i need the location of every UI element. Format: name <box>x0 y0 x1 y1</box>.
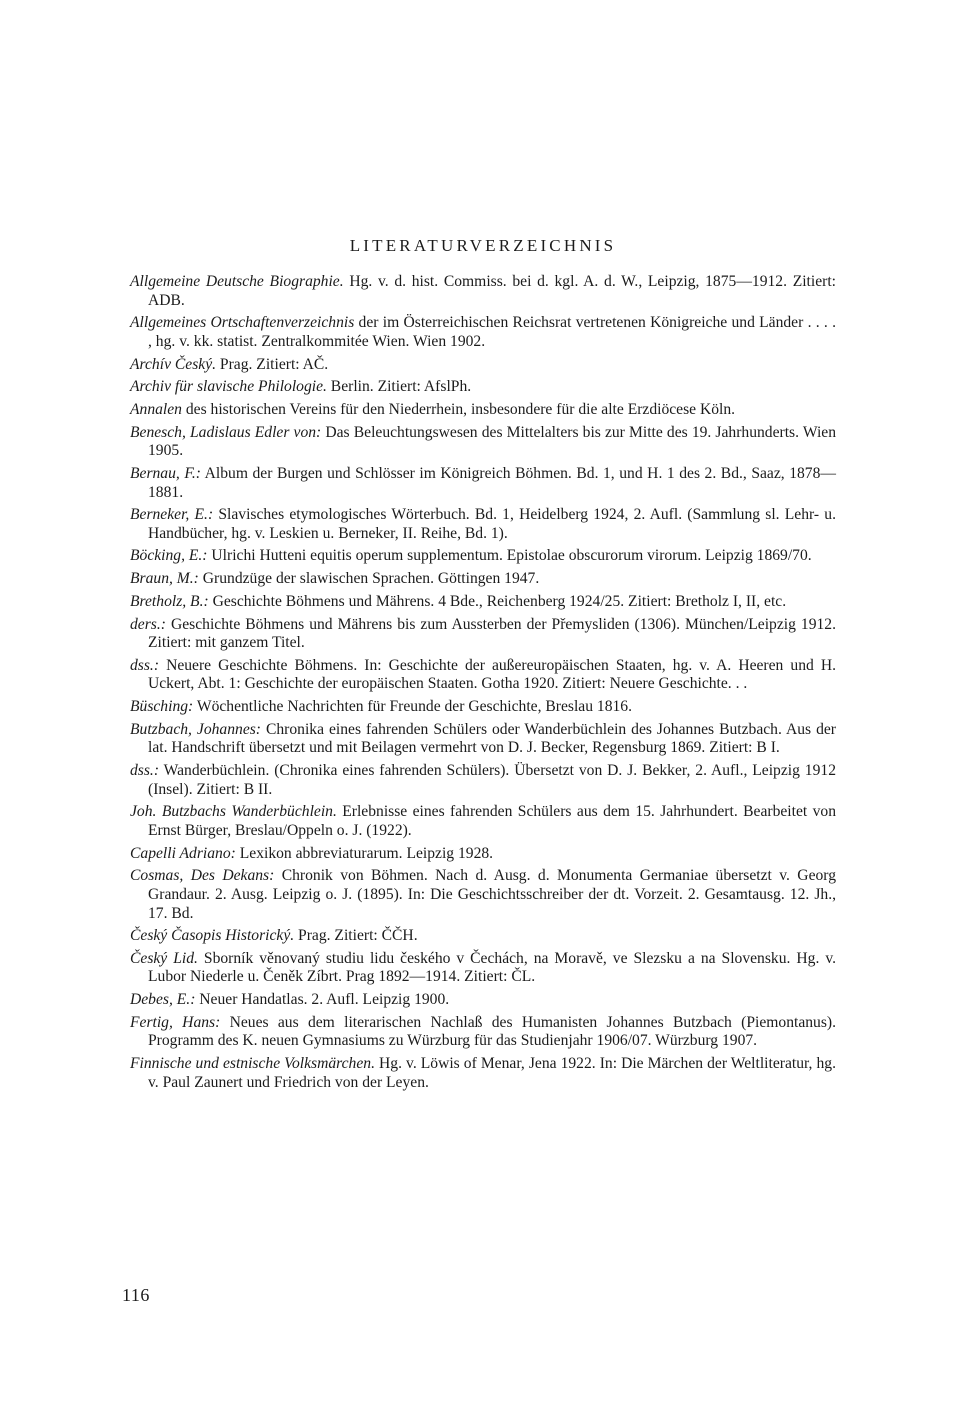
entry-details: Wöchentliche Nachrichten für Freunde der Geschichte, Breslau 1816. <box>193 698 633 716</box>
entry-details: Geschichte Böhmens und Mährens bis zum Aussterben der Přemysliden (1306). München/Leipzig 1912. Zitiert: mit ganzem Titel. <box>148 615 836 652</box>
entry-title: Allgemeines Ortschaftenverzeichnis <box>130 314 355 332</box>
entry-details: Neuere Geschichte Böhmens. In: Geschichte der außereuropäischen Staaten, hg. v. A. Heeren und H. Uckert, Abt. 1: Geschichte der europäischen Staaten. Gotha 1920. Zitiert: Neuere Geschichte. . . <box>148 656 836 693</box>
entry-details: Chronik von Böhmen. Nach d. Ausg. d. Monumenta Germaniae übersetzt v. Georg Grandaur. 2. Ausg. Leipzig o. J. (1895). In: Die Geschichtsschreiber der dt. Vorzeit. 2. Gesamtausg. 12. Jh., 17. Bd. <box>148 867 836 922</box>
entry-title: Joh. Butzbachs Wanderbüchlein. <box>130 803 337 821</box>
entry-details: Grundzüge der slawischen Sprachen. Göttingen 1947. <box>198 570 540 588</box>
entry-title: Büsching: <box>130 698 194 716</box>
bibliography-entry <box>130 273 836 310</box>
entry-details: Hg. v. d. hist. Commiss. bei d. kgl. A. d. W., Leipzig, 1875—1912. Zitiert: ADB. <box>148 273 836 309</box>
bibliography-entry <box>130 314 836 351</box>
entry-title: Benesch, Ladislaus Edler von: <box>130 423 322 441</box>
bibliography-entry <box>130 424 836 461</box>
bibliography-list <box>130 273 836 1092</box>
entry-title: Fertig, Hans: <box>130 1013 221 1031</box>
bibliography-entry <box>130 845 836 864</box>
entry-details: Ulrichi Hutteni equitis operum supplementum. Epistolae obscurorum virorum. Leipzig 1869/70. <box>207 547 812 565</box>
bibliography-entry <box>130 570 836 589</box>
entry-details: Chronika eines fahrenden Schülers oder Wanderbüchlein des Johannes Butzbach. Aus der lat. Handschrift übersetzt und mit Beilagen vermehrt von D. J. Becker, Regensburg 1869. Zitiert: B I. <box>148 720 836 757</box>
entry-details: Prag. Zitiert: AČ. <box>216 355 329 373</box>
entry-details: Slavisches etymologisches Wörterbuch. Bd. 1, Heidelberg 1924, 2. Aufl. (Sammlung sl. Lehr- u. Handbücher, hg. v. Leskien u. Berneker, II. Reihe, Bd. 1). <box>148 506 836 542</box>
bibliography-entry <box>130 803 836 840</box>
entry-details: des historischen Vereins für den Niederrhein, insbesondere für die alte Erzdiöcese Köln. <box>181 400 736 418</box>
entry-title: dss.: <box>130 762 160 780</box>
entry-details: der im Österreichischen Reichsrat vertretenen Königreiche und Länder . . . . , hg. v. kk. statist. Zentralkommitée Wien. Wien 1902. <box>148 314 837 350</box>
entry-details: Wanderbüchlein. (Chronika eines fahrenden Schülers). Übersetzt von D. J. Bekker, 2. Aufl., Leipzig 1912 (Insel). Zitiert: B II. <box>148 762 836 798</box>
bibliography-entry <box>130 401 836 420</box>
bibliography-entry <box>130 378 836 397</box>
bibliography-entry <box>130 867 836 923</box>
bibliography-entry <box>130 657 836 694</box>
page-heading: LITERATURVERZEICHNIS <box>349 236 617 255</box>
entry-title: Butzbach, Johannes: <box>130 720 261 738</box>
entry-title: Annalen <box>130 400 182 418</box>
entry-title: Archív Český. <box>130 355 217 373</box>
entry-title: Cosmas, Des Dekans: <box>130 867 275 885</box>
entry-title: Allgemeine Deutsche Biographie. <box>130 273 344 290</box>
bibliography-entry <box>130 465 836 502</box>
bibliography-entry <box>130 721 836 758</box>
entry-title: ders.: <box>130 615 166 633</box>
entry-title: Debes, E.: <box>130 991 196 1009</box>
bibliography-entry <box>130 547 836 566</box>
entry-title: Bretholz, B.: <box>130 592 209 610</box>
entry-title: Capelli Adriano: <box>130 844 236 862</box>
entry-details: Neues aus dem literarischen Nachlaß des Humanisten Johannes Butzbach (Piemontanus). Programm des K. neuen Gymnasiums zu Würzburg für das Studienjahr 1906/07. Würzburg 1907. <box>148 1013 836 1050</box>
entry-title: Finnische und estnische Volksmärchen. <box>130 1055 375 1073</box>
page-number: 116 <box>122 1285 150 1305</box>
bibliography-entry <box>130 927 836 946</box>
bibliography-entry <box>130 991 836 1010</box>
entry-details: Berlin. Zitiert: AfslPh. <box>326 378 472 396</box>
entry-details: Erlebnisse eines fahrenden Schülers aus dem 15. Jahrhundert. Bearbeitet von Ernst Bürger, Breslau/Oppeln o. J. (1922). <box>148 803 836 839</box>
entry-details: Geschichte Böhmens und Mährens. 4 Bde., Reichenberg 1924/25. Zitiert: Bretholz I, II, etc. <box>208 592 787 610</box>
entry-details: Sborník věnovaný studiu lidu českého v Čechách, na Moravě, ve Slezsku a na Slovensku. Hg. v. Lubor Niederle u. Čeněk Zíbrt. Prag 1892—1914. Zitiert: ČL. <box>148 949 837 986</box>
bibliography-entry <box>130 1014 836 1051</box>
entry-details: Neuer Handatlas. 2. Aufl. Leipzig 1900. <box>195 991 450 1009</box>
entry-title: Bernau, F.: <box>130 464 201 482</box>
entry-details: Prag. Zitiert: ČČH. <box>294 927 418 945</box>
bibliography-entry <box>130 762 836 799</box>
entry-title: Berneker, E.: <box>130 506 214 524</box>
entry-title: Braun, M.: <box>130 570 199 588</box>
bibliography-entry <box>130 950 836 987</box>
bibliography-entry <box>130 1055 836 1092</box>
entry-title: Český Lid. <box>130 949 198 967</box>
entry-title: Český Časopis Historický. <box>130 927 295 945</box>
entry-title: dss.: <box>130 656 160 674</box>
entry-title: Archiv für slavische Philologie. <box>130 378 327 396</box>
bibliography-entry <box>130 616 836 653</box>
entry-details: Album der Burgen und Schlösser im Königreich Böhmen. Bd. 1, und H. 1 des 2. Bd., Saaz, 1878—1881. <box>148 464 836 501</box>
entry-details: Hg. v. Löwis of Menar, Jena 1922. In: Die Märchen der Weltliteratur, hg. v. Paul Zaunert und Friedrich von der Leyen. <box>148 1055 836 1091</box>
bibliography-entry <box>130 698 836 717</box>
bibliography-page <box>130 236 836 1096</box>
bibliography-entry <box>130 356 836 375</box>
entry-details: Das Beleuchtungswesen des Mittelalters bis zur Mitte des 19. Jahrhunderts. Wien 1905. <box>148 423 837 460</box>
bibliography-entry <box>130 593 836 612</box>
entry-title: Böcking, E.: <box>130 547 208 565</box>
entry-details: Lexikon abbreviaturarum. Leipzig 1928. <box>235 844 494 862</box>
bibliography-entry <box>130 506 836 543</box>
